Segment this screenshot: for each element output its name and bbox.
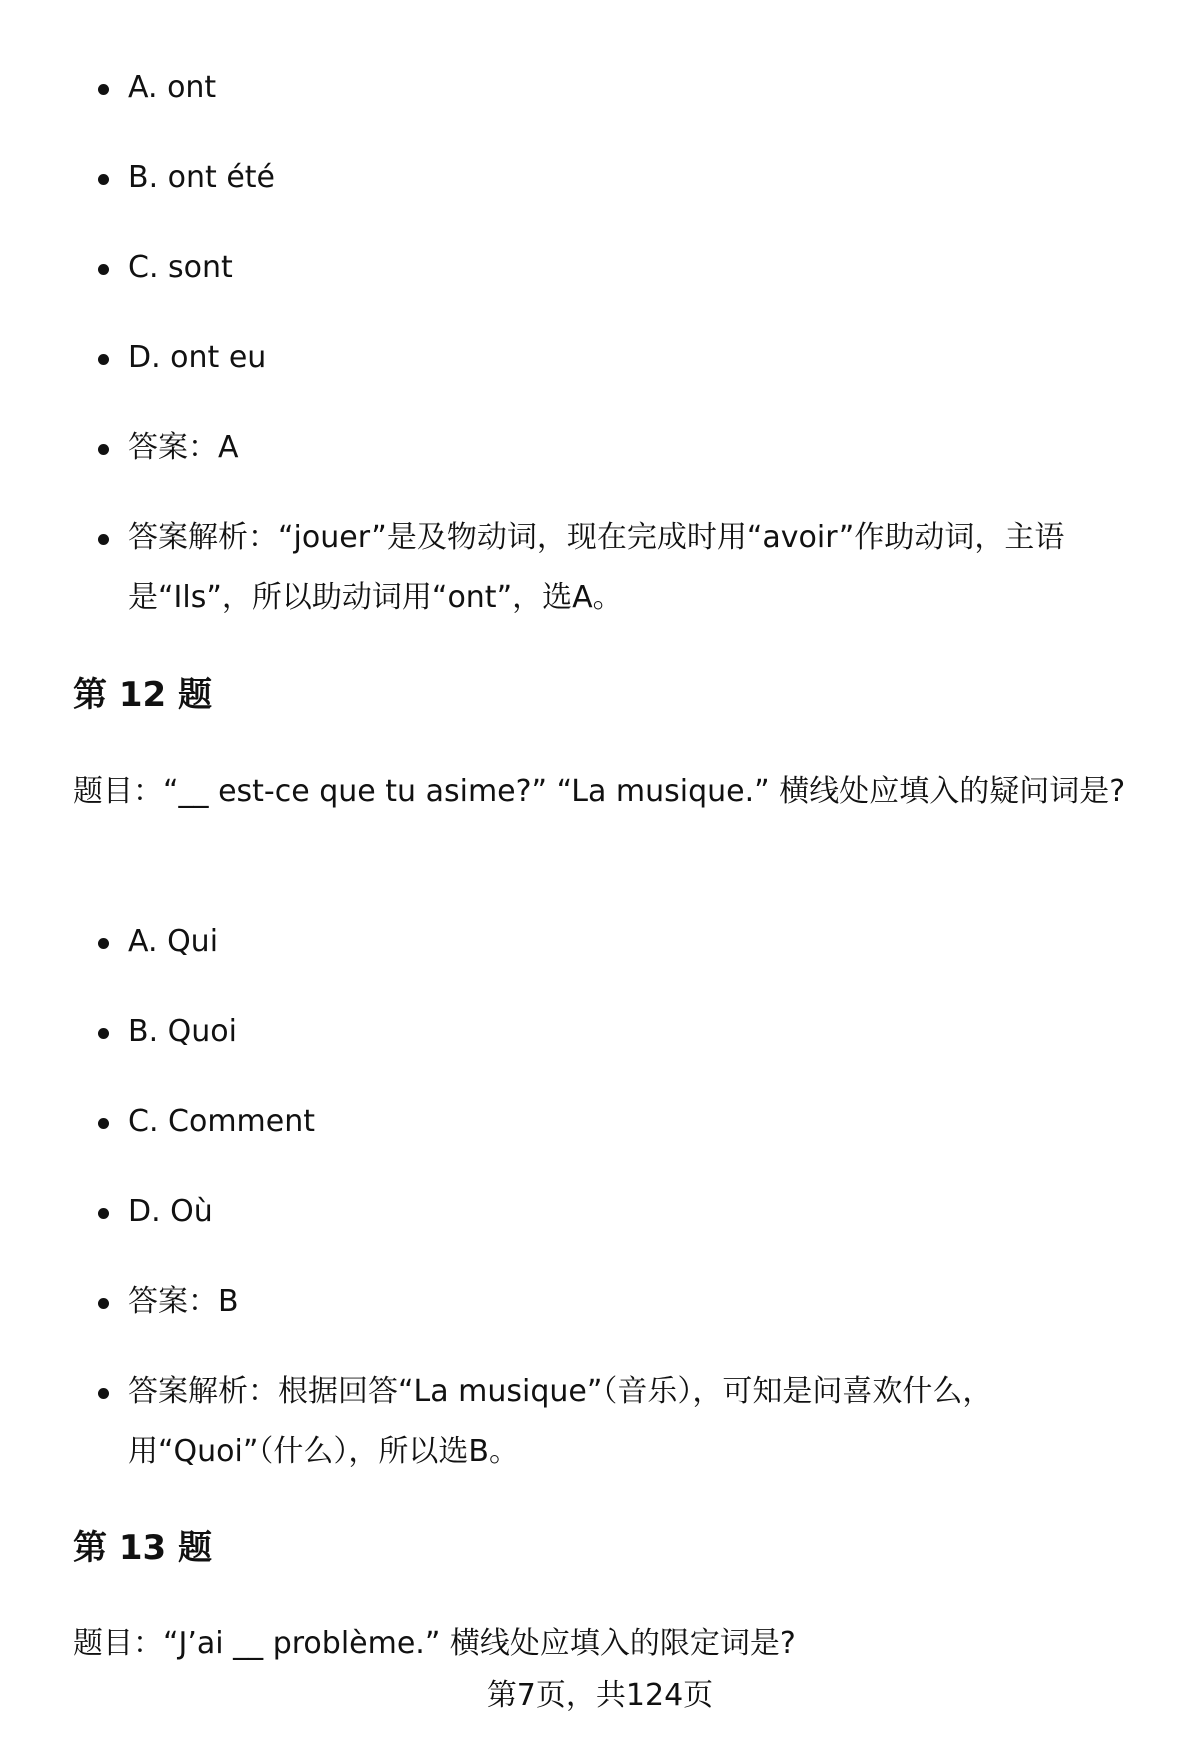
q12-option-list	[0, 912, 1200, 1512]
q11-option-a: A. ont	[0, 58, 1118, 118]
q12-option-c: C. Comment	[0, 1092, 1118, 1152]
q11-option-list	[0, 58, 1200, 658]
q11-explanation: 答案解析：“jouer”是及物动词，现在完成时用“avoir”作助动词，主语是“Ils”，所以助动词用“ont”，选A。	[0, 508, 1118, 628]
page-number-footer: 第7页，共124页	[486, 1678, 714, 1713]
q11-option-b: B. ont été	[0, 148, 1118, 208]
q11-answer: 答案：A	[0, 418, 1118, 478]
q12-question: 题目：“__ est-ce que tu asime?” “La musique.” 横线处应填入的疑问词是?	[73, 774, 1126, 809]
q11-option-c: C. sont	[0, 238, 1118, 298]
q12-explanation: 答案解析：根据回答“La musique”（音乐），可知是问喜欢什么，用“Quoi”（什么），所以选B。	[0, 1362, 1118, 1482]
q12-option-d: D. Où	[0, 1182, 1118, 1242]
q13-heading: 第 13 题	[73, 1528, 212, 1568]
q12-heading: 第 12 题	[73, 675, 212, 715]
q12-option-a: A. Qui	[0, 912, 1118, 972]
q12-answer: 答案：B	[0, 1272, 1118, 1332]
q12-option-b: B. Quoi	[0, 1002, 1118, 1062]
q11-option-d: D. ont eu	[0, 328, 1118, 388]
q13-question: 题目：“J’ai __ problème.” 横线处应填入的限定词是?	[73, 1626, 796, 1661]
